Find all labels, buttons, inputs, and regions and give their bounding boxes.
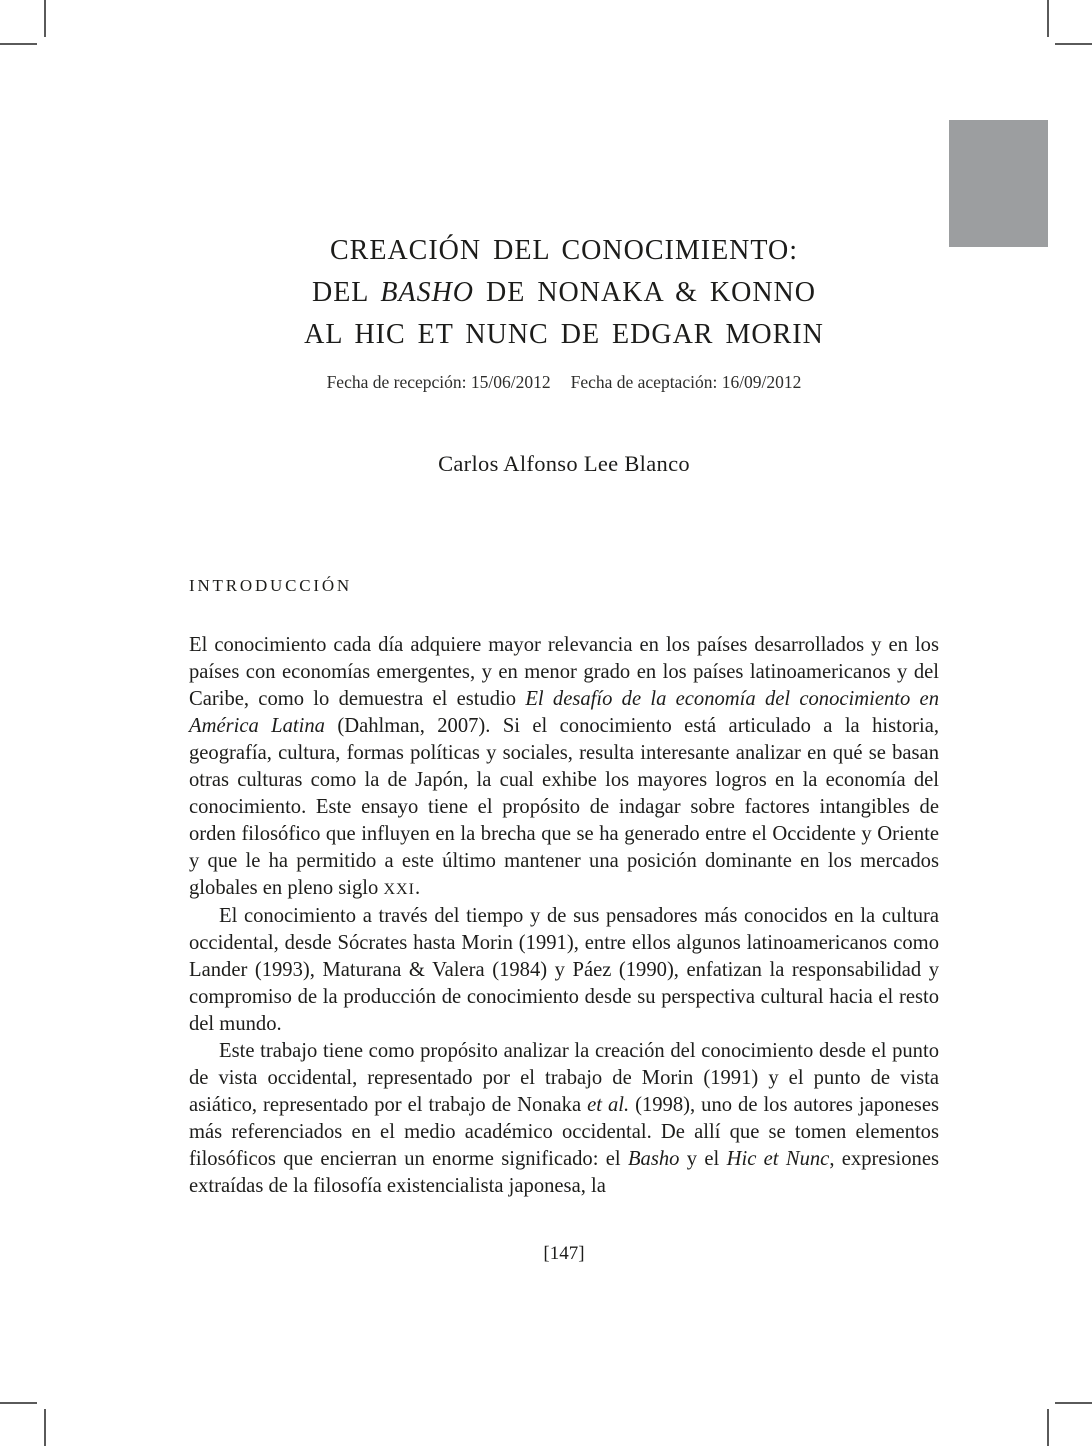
body-text bbox=[189, 632, 939, 1200]
dates-line bbox=[164, 372, 964, 393]
reception-date: Fecha de recepción: 15/06/2012 bbox=[326, 372, 551, 392]
crop-mark-top-right-vertical bbox=[1047, 0, 1049, 37]
article-title bbox=[164, 230, 964, 356]
crop-mark-top-right-horizontal bbox=[1055, 43, 1092, 45]
section-heading-introduccion: INTRODUCCIÓN bbox=[189, 576, 352, 595]
paragraph-2: El conocimiento a través del tiempo y de sus pensadores más conocidos en la cultura occidental, desde Sócrates hasta Morin (1991), entre ellos algunos latinoamericanos como Lander (1993), Maturana & Valera (1984) y Páez (1990), enfatizan la responsabilidad y compromiso de la producción de conocimiento desde su perspectiva cultural hacia el resto del mundo. bbox=[189, 905, 939, 1035]
article-title-line-3: AL HIC ET NUNC DE EDGAR MORIN bbox=[304, 319, 824, 350]
crop-mark-top-left-horizontal bbox=[0, 43, 37, 45]
crop-mark-bottom-left-horizontal bbox=[0, 1402, 37, 1404]
article-title-line-2: DEL BASHO DE NONAKA & KONNO bbox=[311, 277, 817, 308]
author-name: Carlos Alfonso Lee Blanco bbox=[438, 451, 690, 476]
section-marker-block bbox=[949, 120, 1048, 247]
crop-mark-top-left-vertical bbox=[44, 0, 46, 37]
acceptance-date: Fecha de aceptación: 16/09/2012 bbox=[570, 372, 802, 392]
crop-mark-bottom-right-horizontal bbox=[1055, 1402, 1092, 1404]
crop-mark-bottom-left-vertical bbox=[44, 1409, 46, 1446]
crop-mark-bottom-right-vertical bbox=[1047, 1409, 1049, 1446]
page-number: [147] bbox=[543, 1243, 585, 1264]
paragraph-1: El conocimiento cada día adquiere mayor relevancia en los países desarrollados y en los países con economías emergentes, y en menor grado en los países latinoamericanos y del Caribe, como lo demuestra el estudio El desafío de la economía del conocimiento en América Latina (Dahlman, 2007). Si el conocimiento está articulado a la historia, geografía, cultura, formas políticas y sociales, resulta interesante analizar en qué se basan otras culturas como la de Japón, la cual exhibe los mayores logros en la economía del conocimiento. Este ensayo tiene el propósito de indagar sobre factores intangibles de orden filosófico que influyen en la brecha que se ha generado entre el Occidente y Oriente y que le ha permitido a este último mantener una posición dominante en los mercados globales en pleno siglo XXI. bbox=[189, 634, 939, 899]
article-title-line-1: CREACIÓN DEL CONOCIMIENTO: bbox=[330, 235, 798, 266]
paragraph-3: Este trabajo tiene como propósito analizar la creación del conocimiento desde el punto de vista occidental, representado por el trabajo de Morin (1991) y el punto de vista asiático, representado por el trabajo de Nonaka et al. (1998), uno de los autores japoneses más referenciados en el medio académico occidental. De allí que se tomen elementos filosóficos que encierran un enorme significado: el Basho y el Hic et Nunc, expresiones extraídas de la filosofía existencialista japonesa, la bbox=[189, 1040, 940, 1197]
